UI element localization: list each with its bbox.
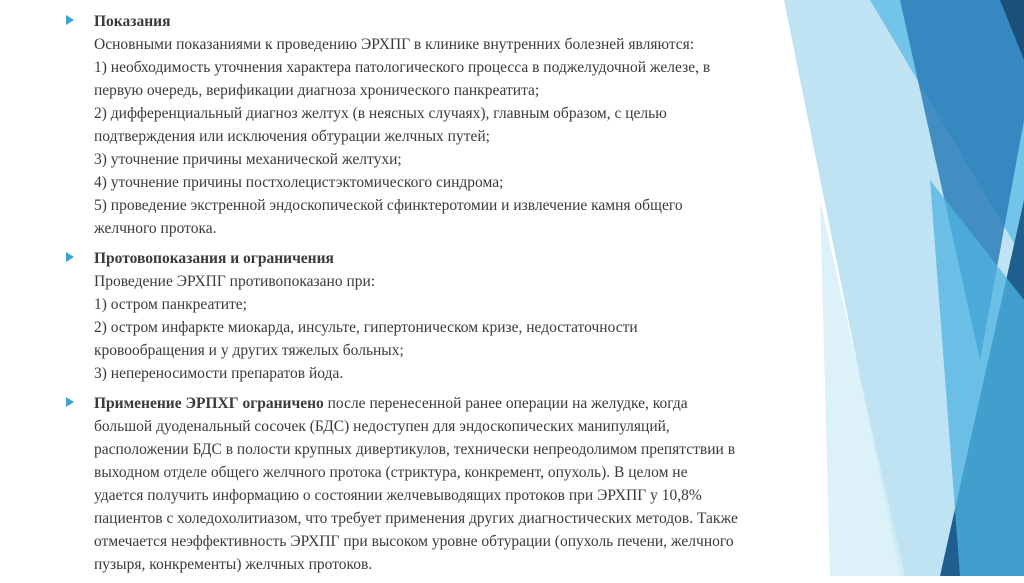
text-line: удается получить информацию о состоянии желчевыводящих протоков при ЭРХПГ у 10,8% (94, 487, 702, 504)
text-line: выходном отделе общего желчного протока (стриктура, конкремент, опухоль). В целом не (94, 464, 688, 481)
slide-content (64, 10, 864, 583)
text-line: 1) остром панкреатите; (94, 296, 247, 313)
text-inline: после перенесенной ранее операции на желудке, когда (323, 395, 688, 412)
text-line: 2) остром инфаркте миокарда, инсульте, гипертоническом кризе, недостаточности (94, 319, 638, 336)
text-line: большой дуоденальный сосочек (БДС) недоступен для эндоскопических манипуляций, (94, 418, 670, 435)
text-line: желчного протока. (94, 220, 217, 237)
text-line: 5) проведение экстренной эндоскопической сфинктеротомии и извлечение камня общего (94, 197, 683, 214)
text-line: кровообращения и у других тяжелых больных; (94, 342, 404, 359)
text-line: пузыря, конкременты) желчных протоков. (94, 556, 373, 573)
bullet-arrow-icon (66, 252, 74, 262)
section-heading: Протовопоказания и ограничения (94, 250, 334, 267)
text-line: Основными показаниями к проведению ЭРХПГ в клинике внутренних болезней являются: (94, 36, 695, 53)
text-line: отмечается неэффективность ЭРХПГ при высоком уровне обтурации (опухоль печени, желчного (94, 533, 734, 550)
text-line: подтверждения или исключения обтурации желчных путей; (94, 128, 490, 145)
bullet-arrow-icon (66, 397, 74, 407)
text-line: 3) уточнение причины механической желтухи; (94, 151, 402, 168)
text-line: Проведение ЭРХПГ противопоказано при: (94, 273, 376, 290)
section-heading: Показания (94, 13, 171, 30)
text-line: 4) уточнение причины постхолецистэктомического синдрома; (94, 174, 504, 191)
bullet-arrow-icon (66, 15, 74, 25)
section-limitations (64, 392, 864, 576)
section-indications (64, 10, 864, 240)
text-line: 2) дифференциальный диагноз желтух (в неясных случаях), главным образом, с целью (94, 105, 667, 122)
text-line: пациентов с холедохолитиазом, что требует применения других диагностических методов. Также (94, 510, 738, 527)
text-line: 3) непереносимости препаратов йода. (94, 365, 344, 382)
text-line: расположении БДС в полости крупных дивертикулов, технически непреодолимом препятствии в (94, 441, 736, 458)
text-line: 1) необходимость уточнения характера патологического процесса в поджелудочной железе, в (94, 59, 711, 76)
text-line-first (94, 392, 864, 415)
text-line: первую очередь, верификации диагноза хронического панкреатита; (94, 82, 540, 99)
section-heading-inline: Применение ЭРПХГ ограничено (94, 395, 324, 412)
section-contraindications (64, 247, 864, 385)
